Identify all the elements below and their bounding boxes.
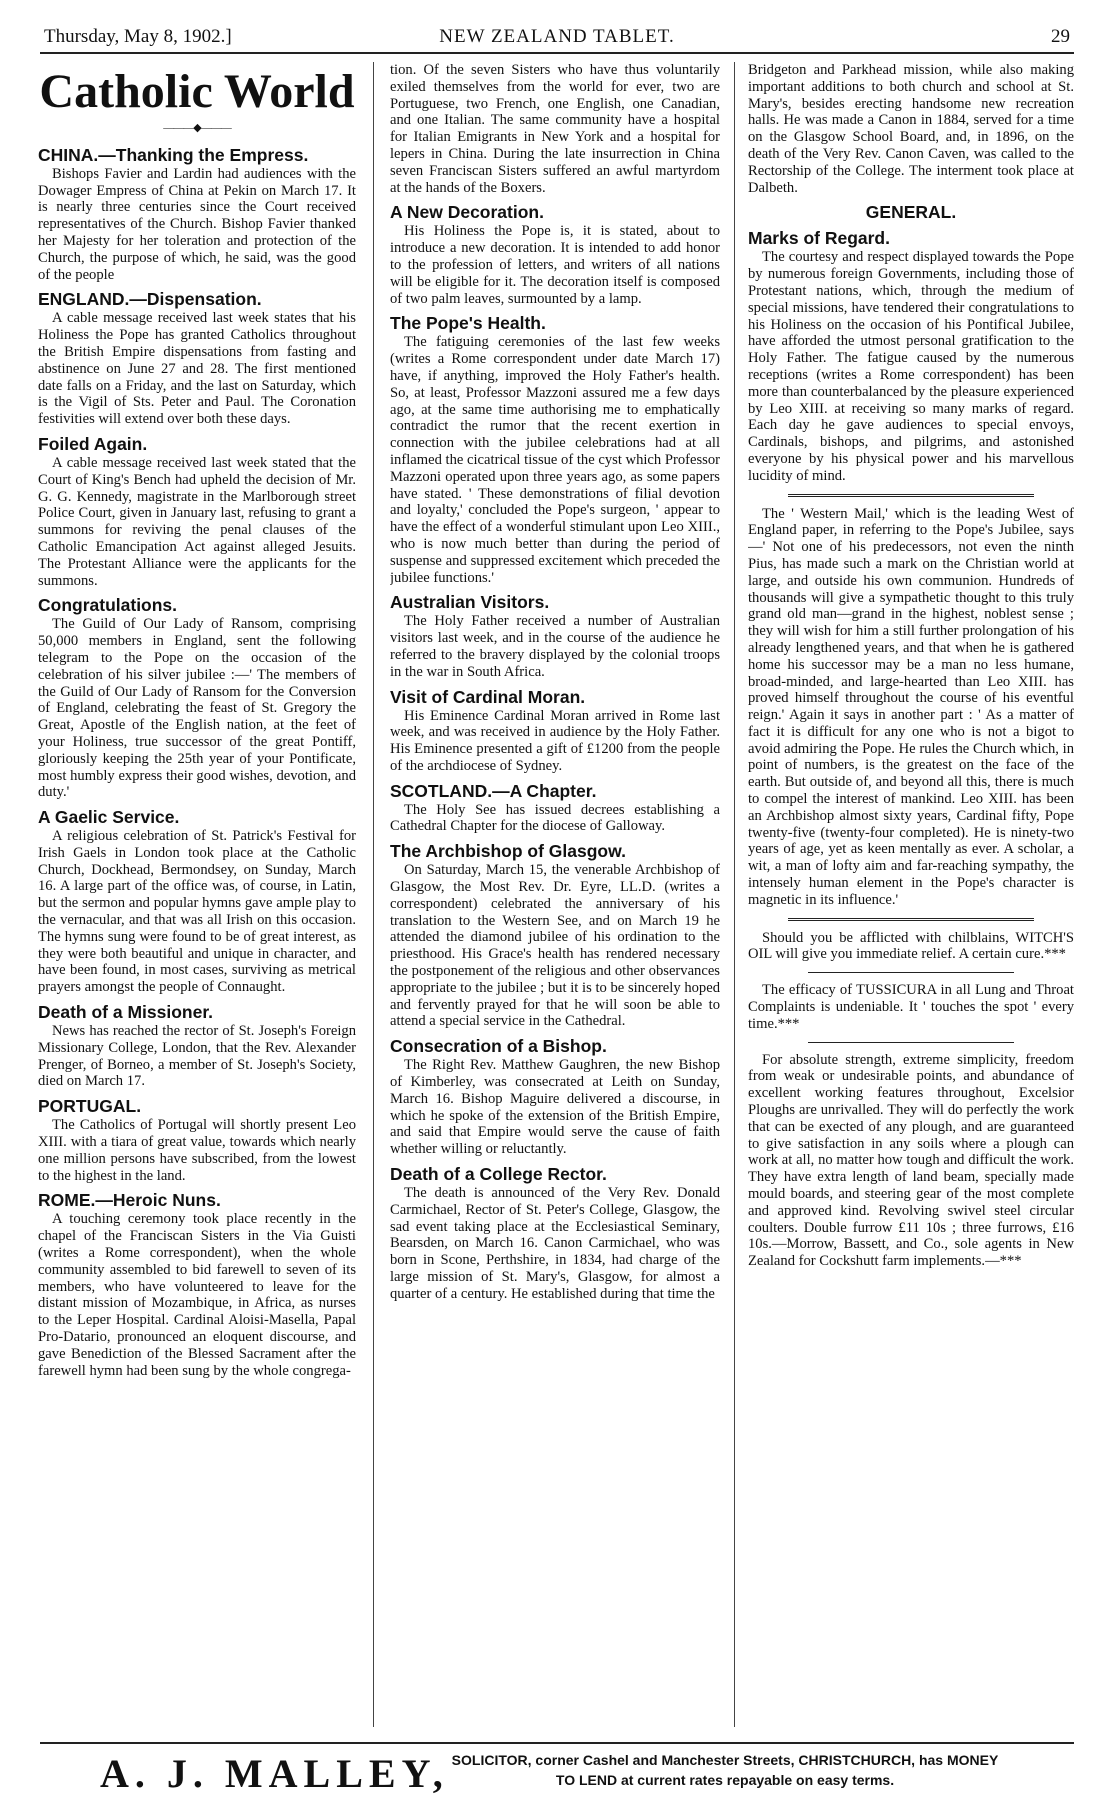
article-heading: The Pope's Health. bbox=[390, 313, 546, 334]
article-heading: ROME.—Heroic Nuns. bbox=[38, 1190, 221, 1211]
article-text: The courtesy and respect displayed towards the Pope by numerous foreign Governments, including those of Protestant nations, which, through the medium of special missions, have tendered their congratulations to his Holiness on the occasion of his Pontifical Jubilee, have afforded the utmost personal gratification to the Holy Father. The fatigue caused by the numerous receptions (writes a Rome correspondent) has been more than counterbalanced by the pleasure experienced by Leo XIII. at receiving so many marks of regard. Each day he gave audiences to special envoys, Cardinals, bishops, and pilgrims, and astonished everyone by his physical power and his marvellous lucidity of mind. bbox=[748, 249, 1074, 484]
advertisement-line: SOLICITOR, corner Cashel and Manchester Streets, CHRISTCHURCH, has MONEY bbox=[451, 1752, 999, 1768]
article-heading: Visit of Cardinal Moran. bbox=[390, 686, 586, 707]
article-heading: The Archbishop of Glasgow. bbox=[390, 841, 626, 862]
article-text: The ' Western Mail,' which is the leading West of England paper, in referring to the Pope's Jubilee, says —' Not one of his predecessors, not even the ninth Pius, has made such a mark on the Christian world at large, and outside his own communion. Hundreds of thousands will give a sympathetic thought to this truly grand old man—grand in the highest, noblest sense ; they will wish for him a still further prolongation of his already lengthened years, and that when he is gathered home his successor may be a man no less humane, broad-minded, and large-hearted than Leo XIII. has proved himself throughout the course of his eventful reign.' Again it says in another part : ' As a matter of fact it is difficult for any one who is not a bigot to avoid admiring the Pope. He rules the Church which, in point of numbers, is the greatest on the face of the earth. But outside of, and beyond all this, there is much to compel the interest of mankind. Leo XIII. has been an Archbishop almost sixty years, Cardinal fifty, Pope twenty-five (twenty-four completed). He is ninety-two years of age, yet as keen mentally as ever. A scholar, a wit, a man of lofty aim and far-reaching sympathy, the intensely human element in the Pope's character is magnetic in its influence.' bbox=[748, 505, 1074, 908]
article-heading: ENGLAND.—Dispensation. bbox=[38, 289, 262, 310]
article-heading: Consecration of a Bishop. bbox=[390, 1036, 607, 1057]
article-text: A religious celebration of St. Patrick's Festival for Irish Gaels in London took place at the Catholic Church, Dockhead, Bermondsey, on Sunday, March 16. A large part of the office was, of course, in Latin, but the sermon and popular hymns gave ample play to the vernacular, and that was all Irish on this occasion. The hymns sung were found to be of great interest, as they were both beautiful and unique in character, and have been found, in most cases, surviving as metrical prayers amongst the people of Connaught. bbox=[38, 828, 356, 996]
article-text: His Eminence Cardinal Moran arrived in Rome last week, and was received in audience by the Holy Father. His Eminence presented a gift of £1200 from the people of the archdiocese of Sydney. bbox=[390, 707, 720, 774]
article-text: The Right Rev. Matthew Gaughren, the new Bishop of Kimberley, was consecrated at Leith on Sunday, March 16. Bishop Maguire delivered a discourse, in which he spoke of the extension of the British Empire, and said that Empire would serve the cause of faith whether willing or reluctantly. bbox=[390, 1057, 720, 1158]
single-rule bbox=[808, 1042, 1014, 1043]
article-text: A cable message received last week stated that the Court of King's Bench had upheld the decision of Mr. G. G. Kennedy, magistrate in the Marlborough street Police Court, given in January last, refusing to grant a summons for reviving the penal clauses of the Catholic Emancipation Act against alleged Jesuits. The Protestant Alliance were the applicants for the summons. bbox=[38, 454, 356, 589]
article-text: News has reached the rector of St. Joseph's Foreign Missionary College, London, that the Rev. Alexander Prenger, of Borneo, a member of St. Joseph's Society, died on March 17. bbox=[38, 1023, 356, 1090]
ornament-divider: ———◆——— bbox=[163, 122, 231, 134]
article-text: On Saturday, March 15, the venerable Archbishop of Glasgow, the Most Rev. Dr. Eyre, LL.D. (writes a correspondent) celebrated the anniversary of his translation to the Western See, and on March 19 he attended the diamond jubilee of his ordination to the priesthood. His Grace's health has rendered necessary the postponement of the religious and other observances appropriate to the jubilee ; but it is to be sincerely hoped and fervently prayed for that he will soon be able to attend a special service in the Cathedral. bbox=[390, 862, 720, 1030]
article-text: A cable message received last week states that his Holiness the Pope has granted Catholics throughout the British Empire dispensations from fasting and abstinence on June 27 and 28. The first mentioned date falls on a Friday, and the last on Saturday, which is the Vigil of Sts. Peter and Paul. The Coronation festivities will extend over both these days. bbox=[38, 310, 356, 428]
article-heading: Foiled Again. bbox=[38, 433, 148, 454]
column-divider bbox=[734, 62, 735, 1727]
article-text: The Holy See has issued decrees establishing a Cathedral Chapter for the diocese of Galloway. bbox=[390, 801, 720, 835]
article-heading: CHINA.—Thanking the Empress. bbox=[38, 144, 309, 165]
column-1 bbox=[38, 62, 356, 1732]
article-heading: Death of a Missioner. bbox=[38, 1002, 214, 1023]
article-text: His Holiness the Pope is, it is stated, about to introduce a new decoration. It is intended to add honor to the profession of letters, and writers of all nations will be eligible for it. The decoration itself is composed of two palm leaves, surmounted by a lamp. bbox=[390, 223, 720, 307]
section-heading-general: GENERAL. bbox=[865, 202, 957, 223]
footer-advertisement bbox=[40, 1742, 1074, 1800]
column-3 bbox=[748, 62, 1074, 1732]
article-heading: Congratulations. bbox=[38, 595, 178, 616]
double-rule bbox=[788, 494, 1034, 497]
advertisement-text: Should you be afflicted with chilblains, WITCH'S OIL will give you immediate relief. A certain cure.*** bbox=[748, 929, 1074, 963]
article-heading: A New Decoration. bbox=[390, 202, 544, 223]
article-heading: Australian Visitors. bbox=[390, 592, 550, 613]
article-text: The fatiguing ceremonies of the last few weeks (writes a Rome correspondent under date March 17) have, if anything, improved the Holy Father's health. So, at least, Professor Mazzoni assured me a few days ago, at the same time authorising me to emphatically contradict the rumor that the recent exertion in connection with the jubilee celebrations had at all inflamed the cicatrical tissue of the cyst which Professor Mazzoni operated upon three years ago, as some papers have stated. ' These demonstrations of filial devotion and loyalty,' concluded the Pope's surgeon, ' appear to have the effect of a wonderful stimulant upon Leo XIII., who is now much better than during the period of suspense and suppressed excitement which preceded the jubilee functions.' bbox=[390, 334, 720, 586]
column-divider bbox=[373, 62, 374, 1727]
article-heading: A Gaelic Service. bbox=[38, 807, 180, 828]
article-text: The Holy Father received a number of Australian visitors last week, and in the course of the audience he referred to the bravery displayed by the colonial troops in the war in South Africa. bbox=[390, 613, 720, 680]
article-text: The Guild of Our Lady of Ransom, comprising 50,000 members in England, sent the following telegram to the Pope on the occasion of the celebration of his silver jubilee :—' The members of the Guild of Our Lady of Ransom for the Conversion of England, celebrating the feast of St. Gregory the Great, Apostle of the English nation, at the feet of your Holiness, true successor of the great Pontiff, gloriously keeping the 25th year of your Pontificate, most humbly express their good wishes, devotion, and duty.' bbox=[38, 616, 356, 801]
article-text: Bridgeton and Parkhead mission, while also making important additions to both church and school at St. Mary's, besides erecting handsome new recreation halls. He was made a Canon in 1884, served for a time on the Glasgow School Board, and, in 1896, on the death of the Very Rev. Canon Caven, was called to the Rectorship of the College. The interment took place at Dalbeth. bbox=[748, 62, 1074, 196]
page-header bbox=[40, 26, 1074, 54]
advertisement-line: TO LEND at current rates repayable on easy terms. bbox=[555, 1772, 895, 1788]
article-text: tion. Of the seven Sisters who have thus voluntarily exiled themselves from the world for ever, two are Portuguese, two French, one English, one Canadian, and one Italian. The same community have a hospital for Italian Emigrants in New York and a hospital for lepers in China. During the late insurrection in China seven Franciscan Sisters suffered an awful martyrdom at the hands of the Boxers. bbox=[390, 62, 720, 196]
article-text: A touching ceremony took place recently in the chapel of the Franciscan Sisters in the Via Guisti (writes a Rome correspondent), when the whole community assembled to bid farewell to seven of its members, who have volunteered to leave for the distant mission of Mozambique, in Africa, as nurses to the Leper Hospital. Cardinal Aloisi-Masella, Papal Pro-Datario, pronounced an eloquent discourse, and gave Benediction of the Blessed Sacrament after the farewell hymn had been sung by the whole congrega- bbox=[38, 1211, 356, 1379]
page-number: 29 bbox=[1051, 26, 1070, 47]
paper-title: NEW ZEALAND TABLET. bbox=[439, 26, 675, 47]
article-heading: PORTUGAL. bbox=[38, 1096, 142, 1117]
double-rule bbox=[788, 918, 1034, 921]
column-2 bbox=[390, 62, 720, 1732]
article-text: The death is announced of the Very Rev. Donald Carmichael, Rector of St. Peter's College, Glasgow, the sad event taking place at the Ecclesiastical Seminary, Bearsden, on March 16. Canon Carmichael, who was born in Scone, Perthshire, in 1834, had charge of the large mission of St. Mary's, Glasgow, for almost a quarter of a century. He established during that time the bbox=[390, 1185, 720, 1302]
advertiser-name: A. J. MALLEY, bbox=[100, 1751, 449, 1796]
article-heading: Death of a College Rector. bbox=[390, 1164, 607, 1185]
single-rule bbox=[808, 972, 1014, 973]
issue-date: Thursday, May 8, 1902.] bbox=[44, 26, 232, 47]
article-text: The Catholics of Portugal will shortly present Leo XIII. with a tiara of great value, towards which nearly one million persons have subscribed, from the lowest to the highest in the land. bbox=[38, 1117, 356, 1184]
article-heading: Marks of Regard. bbox=[748, 228, 890, 249]
advertisement-text: The efficacy of TUSSICURA in all Lung and Throat Complaints is undeniable. It ' touches the spot ' every time.*** bbox=[748, 982, 1074, 1032]
article-heading: SCOTLAND.—A Chapter. bbox=[390, 780, 597, 801]
section-banner: Catholic World bbox=[39, 65, 355, 118]
advertisement-text: For absolute strength, extreme simplicity, freedom from weak or undesirable points, and abundance of excellent working features throughout, Excelsior Ploughs are unrivalled. They will do perfectly the work that can be exected of any plough, and are guaranteed to give satisfaction in any soils where a plough can work at all, no matter how tough and difficult the work. They have extra length of land beam, specially made mould boards, and steering gear of the most complete and approved kind. Revolving swivel steel circular coulters. Double furrow £11 10s ; three furrows, £16 10s.—Morrow, Bassett, and Co., sole agents in New Zealand for Cockshutt farm implements.—*** bbox=[748, 1051, 1074, 1270]
article-text: Bishops Favier and Lardin had audiences with the Dowager Empress of China at Pekin on March 17. It is nearly three centuries since the Court received representatives of the Church. Bishop Favier thanked her Majesty for her toleration and protection of the Church, the purpose of which, he said, was the good of the people bbox=[38, 165, 356, 283]
